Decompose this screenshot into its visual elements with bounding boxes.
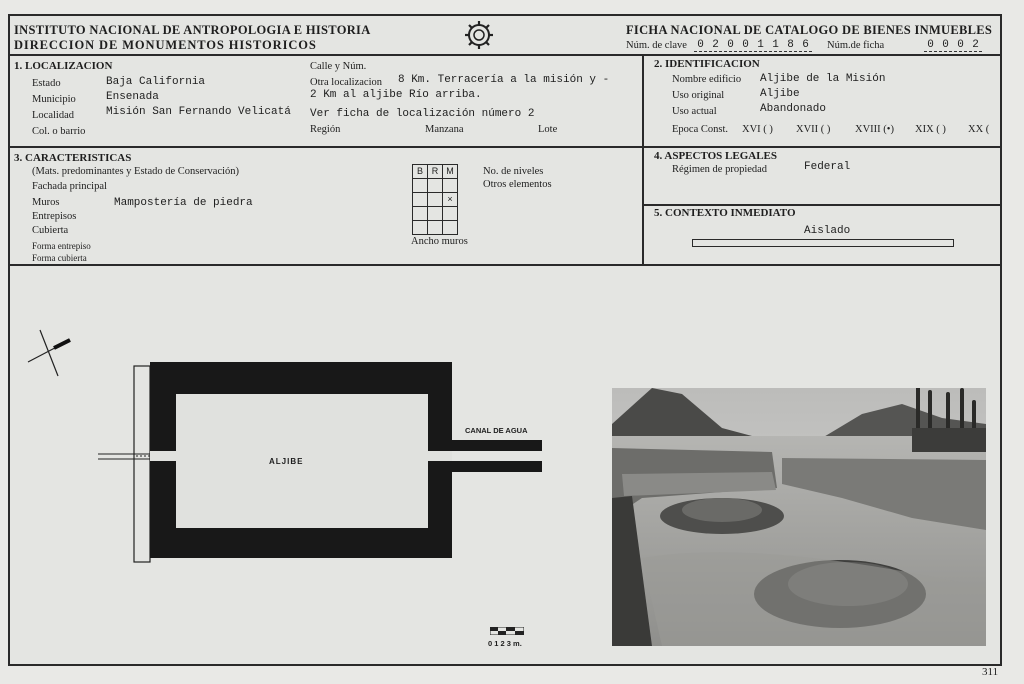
ficha-digit: 0 [924, 39, 937, 52]
scale-bar [490, 627, 524, 635]
epoca-option-xvii: XVII ( ) [796, 124, 831, 135]
section-localizacion-title: 1. LOCALIZACION [14, 60, 113, 72]
muros-label: Muros [32, 197, 60, 208]
colonia-label: Col. o barrio [32, 126, 86, 137]
site-photograph [612, 388, 986, 646]
grid-header-b: B [413, 165, 428, 179]
ficha-digit: 0 [939, 39, 952, 52]
manzana-label: Manzana [425, 124, 464, 135]
uso-actual-value: Abandonado [760, 103, 827, 115]
clave-digits [694, 39, 814, 52]
grid-cell [443, 179, 458, 193]
clave-digit: 0 [739, 39, 752, 52]
north-arrow-icon [26, 328, 74, 378]
contexto-bar [692, 239, 954, 247]
aljibe-label: ALJIBE [269, 457, 304, 466]
page-number: 311 [982, 666, 999, 678]
caracteristicas-subtitle: (Mats. predominantes y Estado de Conservación) [32, 166, 240, 177]
grid-cell [413, 221, 428, 235]
grid-header-r: R [428, 165, 443, 179]
epoca-option-xix: XIX ( ) [915, 124, 946, 135]
contexto-value: Aislado [804, 225, 851, 237]
grid-cell [443, 207, 458, 221]
canal-label: CANAL DE AGUA [465, 426, 528, 435]
rule [642, 204, 1001, 206]
grid-mark: × [443, 193, 458, 207]
institution-line1: INSTITUTO NACIONAL DE ANTROPOLOGIA E HISTORIA [14, 23, 371, 37]
estado-value: Baja California [106, 76, 206, 88]
cubierta-label: Cubierta [32, 225, 69, 236]
grid-cell [413, 207, 428, 221]
clave-digit: 0 [724, 39, 737, 52]
section-contexto-title: 5. CONTEXTO INMEDIATO [654, 207, 796, 219]
rule [9, 146, 1001, 148]
forma-entrepiso-label: Forma entrepiso [32, 241, 91, 251]
municipio-value: Ensenada [106, 91, 159, 103]
institution-line2: DIRECCION DE MONUMENTOS HISTORICOS [14, 38, 317, 52]
estado-label: Estado [32, 78, 61, 89]
ficha-digit: 2 [969, 39, 982, 52]
localidad-label: Localidad [32, 110, 74, 121]
nombre-value: Aljibe de la Misión [760, 73, 886, 85]
grid-header-m: M [443, 165, 458, 179]
uso-original-label: Uso original [672, 90, 725, 101]
municipio-label: Municipio [32, 94, 76, 105]
lote-label: Lote [538, 124, 558, 135]
nombre-label: Nombre edificio [672, 74, 742, 85]
clave-digit: 0 [694, 39, 707, 52]
ancho-muros-label: Ancho muros [411, 236, 468, 247]
uso-original-value: Aljibe [760, 88, 800, 100]
grid-cell [428, 179, 443, 193]
inah-logo-icon [462, 18, 496, 52]
section-caracteristicas-title: 3. CARACTERISTICAS [14, 152, 132, 164]
clave-digit: 2 [709, 39, 722, 52]
epoca-option-xviii: XVIII (•) [855, 124, 894, 135]
regimen-value: Federal [804, 161, 851, 173]
grid-cell [413, 179, 428, 193]
clave-digit: 1 [769, 39, 782, 52]
grid-cell [413, 193, 428, 207]
epoca-option-xx: XX ( [968, 124, 990, 135]
clave-digit: 6 [799, 39, 812, 52]
rule [9, 54, 1001, 56]
forma-cubierta-label: Forma cubierta [32, 253, 87, 263]
section-aspectos-legales-title: 4. ASPECTOS LEGALES [654, 150, 777, 162]
grid-cell [428, 207, 443, 221]
grid-cell [428, 221, 443, 235]
epoca-option-xvi: XVI ( ) [742, 124, 773, 135]
aljibe-floor-plan [96, 358, 546, 564]
regimen-label: Régimen de propiedad [672, 164, 768, 175]
epoca-label: Epoca Const. [672, 124, 728, 135]
conservation-grid [412, 164, 458, 235]
rule [9, 264, 1001, 266]
muros-value: Mampostería de piedra [114, 197, 253, 209]
localidad-value: Misión San Fernando Velicatá [106, 106, 291, 118]
region-label: Región [310, 124, 341, 135]
ficha-digits [924, 39, 984, 52]
entrepisos-label: Entrepisos [32, 211, 77, 222]
otra-line2: 2 Km al aljibe Río arriba. [310, 89, 482, 101]
grid-cell [428, 193, 443, 207]
calle-label: Calle y Núm. [310, 61, 367, 72]
otra-line1: 8 Km. Terracería a la misión y - [398, 74, 610, 86]
clave-digit: 1 [754, 39, 767, 52]
section-identificacion-title: 2. IDENTIFICACION [654, 58, 760, 70]
uso-actual-label: Uso actual [672, 106, 717, 117]
otros-label: Otros elementos [483, 179, 552, 190]
rule [642, 54, 644, 265]
otra-label: Otra localizacion [310, 77, 383, 88]
ver-ficha: Ver ficha de localización número 2 [310, 108, 535, 120]
ficha-digit: 0 [954, 39, 967, 52]
ficha-label: Núm.de ficha [827, 40, 885, 51]
scale-label: 0 1 2 3 m. [488, 639, 522, 648]
grid-cell [443, 221, 458, 235]
fachada-label: Fachada principal [32, 181, 107, 192]
niveles-label: No. de niveles [483, 166, 544, 177]
clave-digit: 8 [784, 39, 797, 52]
form-title: FICHA NACIONAL DE CATALOGO DE BIENES INMUEBLES [626, 23, 993, 37]
clave-label: Núm. de clave [626, 40, 687, 51]
